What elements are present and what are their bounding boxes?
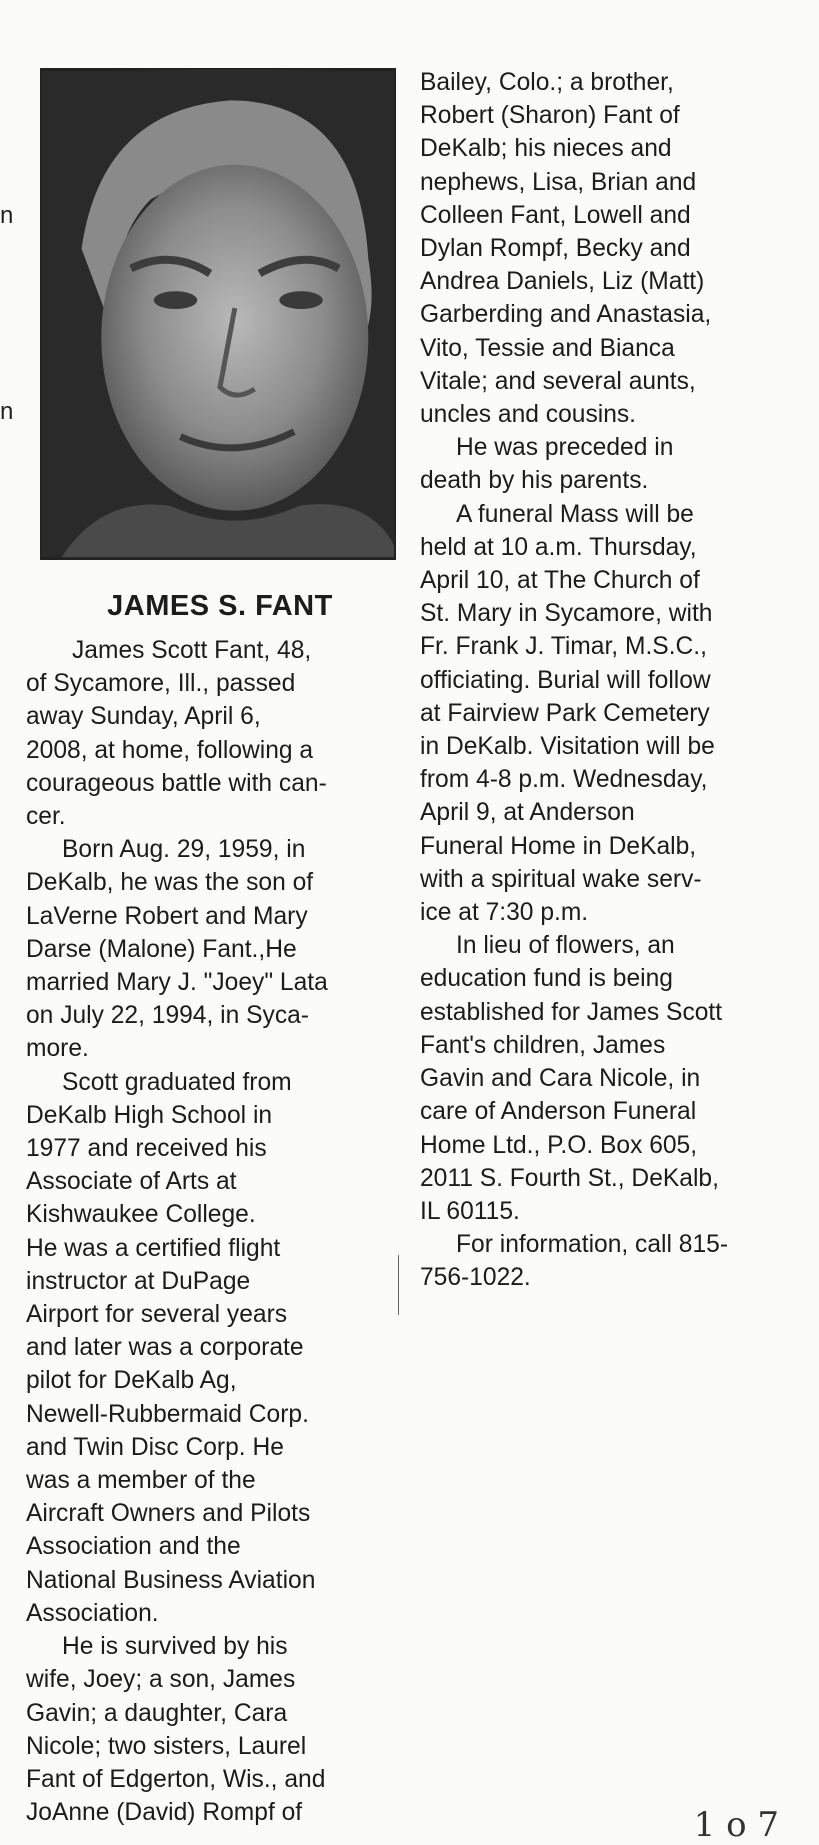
text-line: DeKalb High School in <box>26 1101 273 1129</box>
text-line: more. <box>26 1035 89 1063</box>
right-column <box>420 66 800 1295</box>
text-line: He was a certified flight <box>26 1234 281 1262</box>
text-line: Aircraft Owners and Pilots <box>26 1500 311 1528</box>
text-line: cer. <box>26 803 66 831</box>
text-line: National Business Aviation <box>26 1566 316 1594</box>
text-line: Funeral Home in DeKalb, <box>420 832 697 860</box>
corner-mark: 1 o 7 <box>693 1805 779 1845</box>
text-line: death by his parents. <box>420 467 649 495</box>
text-line: A funeral Mass will be <box>456 500 694 528</box>
text-line: In lieu of flowers, an <box>456 932 675 960</box>
text-line: 1977 and received his <box>26 1135 267 1163</box>
text-line: Newell-Rubbermaid Corp. <box>26 1400 309 1428</box>
text-line: DeKalb; his nieces and <box>420 135 672 163</box>
text-line: DeKalb, he was the son of <box>26 869 314 897</box>
margin-mark: n <box>0 398 14 425</box>
text-line: of Sycamore, Ill., passed <box>26 670 296 698</box>
text-line: Vito, Tessie and Bianca <box>420 334 675 362</box>
text-line: LaVerne Robert and Mary <box>26 902 308 930</box>
text-line: away Sunday, April 6, <box>26 703 261 731</box>
text-line: held at 10 a.m. Thursday, <box>420 533 697 561</box>
text-line: IL 60115. <box>420 1197 520 1225</box>
text-line: Fant of Edgerton, Wis., and <box>26 1765 326 1793</box>
text-line: care of Anderson Funeral <box>420 1098 697 1126</box>
text-line: April 9, at Anderson <box>420 799 635 827</box>
text-line: and later was a corporate <box>26 1334 304 1362</box>
text-line: For information, call 815- <box>456 1231 729 1259</box>
text-line: JoAnne (David) Rompf of <box>26 1799 303 1827</box>
text-line: married Mary J. "Joey" Lata <box>26 969 328 997</box>
text-line: education fund is being <box>420 965 673 993</box>
text-line: Gavin and Cara Nicole, in <box>420 1065 701 1093</box>
text-line: Scott graduated from <box>62 1068 292 1096</box>
portrait-photo <box>40 68 396 560</box>
text-line: and Twin Disc Corp. He <box>26 1433 284 1461</box>
text-line: Andrea Daniels, Liz (Matt) <box>420 268 705 296</box>
text-line: Fant's children, James <box>420 1031 666 1059</box>
text-line: officiating. Burial will follow <box>420 666 711 694</box>
text-line: Garberding and Anastasia, <box>420 301 712 329</box>
text-line: Colleen Fant, Lowell and <box>420 201 691 229</box>
text-line: Darse (Malone) Fant.,He <box>26 935 297 963</box>
text-line: wife, Joey; a son, James <box>26 1666 296 1694</box>
text-line: from 4-8 p.m. Wednesday, <box>420 766 708 794</box>
text-line: 756-1022. <box>420 1264 531 1292</box>
text-line: in DeKalb. Visitation will be <box>420 733 715 761</box>
text-line: courageous battle with can- <box>26 769 327 797</box>
text-line: pilot for DeKalb Ag, <box>26 1367 237 1395</box>
left-column <box>26 634 406 1829</box>
portrait-illustration <box>42 70 394 558</box>
text-line: uncles and cousins. <box>420 401 637 429</box>
column-rule <box>398 1255 399 1315</box>
text-line: 2008, at home, following a <box>26 736 314 764</box>
text-line: Home Ltd., P.O. Box 605, <box>420 1131 698 1159</box>
text-line: ice at 7:30 p.m. <box>420 899 589 927</box>
text-line: April 10, at The Church of <box>420 567 700 595</box>
text-line: He is survived by his <box>62 1633 288 1661</box>
text-line: Bailey, Colo.; a brother, <box>420 69 674 96</box>
text-line: Airport for several years <box>26 1301 288 1329</box>
margin-mark: n <box>0 202 14 229</box>
text-line: nephews, Lisa, Brian and <box>420 168 697 196</box>
text-line: Associate of Arts at <box>26 1168 237 1196</box>
text-line: Fr. Frank J. Timar, M.S.C., <box>420 633 707 661</box>
text-line: established for James Scott <box>420 998 723 1026</box>
text-line: 2011 S. Fourth St., DeKalb, <box>420 1164 719 1192</box>
text-line: Kishwaukee College. <box>26 1201 256 1229</box>
text-line: with a spiritual wake serv- <box>420 865 702 893</box>
text-line: He was preceded in <box>456 434 674 462</box>
obituary-headline: JAMES S. FANT <box>107 590 333 622</box>
text-line: was a member of the <box>26 1467 256 1495</box>
text-line: St. Mary in Sycamore, with <box>420 600 713 628</box>
text-line: at Fairview Park Cemetery <box>420 699 710 727</box>
text-line: Robert (Sharon) Fant of <box>420 102 680 130</box>
text-line: James Scott Fant, 48, <box>72 637 312 664</box>
text-line: Nicole; two sisters, Laurel <box>26 1732 307 1760</box>
text-line: Dylan Rompf, Becky and <box>420 235 691 263</box>
text-line: Born Aug. 29, 1959, in <box>62 836 306 864</box>
text-line: Vitale; and several aunts, <box>420 367 696 395</box>
text-line: Association and the <box>26 1533 241 1561</box>
text-line: Gavin; a daughter, Cara <box>26 1699 288 1727</box>
text-line: Association. <box>26 1599 159 1627</box>
text-line: instructor at DuPage <box>26 1267 251 1295</box>
text-line: on July 22, 1994, in Syca- <box>26 1002 309 1030</box>
